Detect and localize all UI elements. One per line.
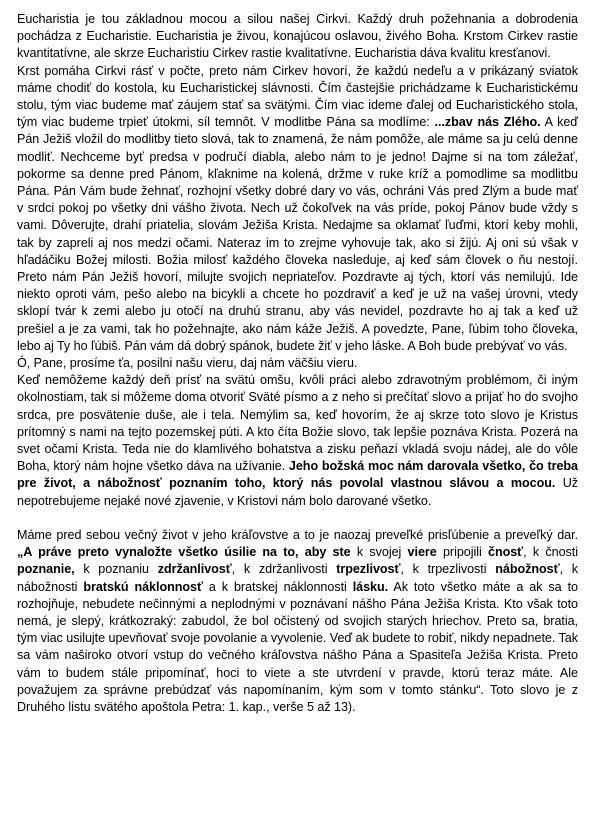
text-run: k poznaniu bbox=[74, 562, 158, 577]
bold-word: čnosť bbox=[487, 545, 524, 560]
text-run: , k nábožnosti bbox=[17, 562, 578, 594]
text-run: Keď nemôžeme každý deň prísť na svätú omšu, kvôli práci alebo zdravotným problémom, či iným okolnostiam, tak si môžeme doma otvoriť Sväté písmo a z neho si prečítať slovo a prijať ho do svojho srdca, pre posvätenie duše, ale i tela. Nemýlim sa, keď hovorím, že aj skrze toto slovo je Kristus prítomný s nami na tejto pozemskej púti. A kto číta Božie slovo, tak lepšie poznáva Krista. Pozerá na svet očami Krista. Teda nie do klamlivého bohatstva a zisku peňazí vkladá svoju nádej, ale do vôle Boha, ktorý nám hojne všetko dáva na užívanie. bbox=[17, 373, 578, 474]
text-run: A keď Pán Ježiš vložil do modlitby tieto slová, tak to znamená, že nám pomôže, ale máme sa ju celú denne modliť. Nechceme byť predsa v područí diabla, alebo nám to je jedno! Dajme si na tom záležať, pokorme sa denne pred Pánom, kľaknime na kolená, držme v ruke kríž a pomodlime sa modlitbu Pána. Pán Vám bude žehnať, rozhojní všetky dobré dary vo vás, ochráni Vás pred Zlým a bude mať v srdci pokoj po všetky dni vášho života. Nech už čokoľvek na vás príde, pokoj Pánov bude vždy s vami. Dôverujte, drahí priatelia, slovám Ježiša Krista. Nedajme sa oklamať ľuďmi, ktorí keby mohli, tak by zapreli aj nos medzi očami. Nateraz im to zrejme vyhovuje tak, ako si žijú. Aj oni sú však v hľadáčiku Božej milosti. Božia milosť každého človeka nasleduje, aj keď sám človek o ňu nestojí. Preto nám Pán Ježiš hovorí, milujte svojich nepriateľov. Pozdravte aj tých, ktorí vás nemilujú. Ide niekto oproti vám, pešo alebo na bicykli a chcete ho pozdraviť a keď je už na vašej úrovni, vtedy sklopí tvár k zemi alebo ju otočí na druhú stranu, aby vás nevidel, pozdravte ho aj tak a keď už prešiel a je za vami, tak ho požehnajte, ako nám káže Ježiš. A povedzte, Pane, ľúbim toho človeka, lebo aj Ty ho ľúbiš. Pán vám dá dobrý spánok, budete žiť v jeho láske. A Boh bude prebývať vo vás. bbox=[17, 115, 578, 353]
text-run: Ó, Pane, prosíme ťa, posilni našu vieru, daj nám väčšiu vieru. bbox=[17, 356, 358, 371]
bold-word: viere bbox=[407, 545, 437, 560]
paragraph-krst bbox=[17, 63, 578, 355]
bold-word: bratskú náklonnosť bbox=[83, 579, 203, 594]
text-run: Krst pomáha Cirkvi rásť v počte, preto nám Cirkev hovorí, že každú nedeľu a v prikázaný sviatok máme chodiť do kostola, ku Eucharistickej slávnosti. Čím častejšie prichádzame k Eucharistickému stolu, tým viac budeme mať záujem stať sa svätými. Čím viac ideme ďalej od Eucharistického stola, tým viac budeme trpieť útokmi, síl temnôt. V modlitbe Pána sa modlíme: bbox=[17, 63, 578, 130]
text-run: a k bratskej náklonnosti bbox=[202, 579, 353, 594]
paragraph-svata-omsa bbox=[17, 372, 578, 510]
paragraph-prayer bbox=[17, 355, 578, 372]
text-run: Máme pred sebou večný život v jeho kráľovstve a to je naozaj preveľké prisľúbenie a preveľký dar. bbox=[17, 527, 578, 542]
bold-word: lásku. bbox=[352, 579, 389, 594]
text-run: Ak toto všetko máte a ak sa to rozhojňuje, nebudete nečinnými a neplodnými v poznávaní nášho Pána Ježiša Krista. Kto však toto nemá, je slepý, krátkozraký: zabudol, že bol očistený od svojich starých hriechov. Preto sa, bratia, tým viac usilujte upevňovať svoje povolanie a vyvolenie. Veď ak budete to robiť, nikdy nepadnete. Tak sa vám naširoko otvorí vstup do večného kráľovstva nášho Pána a Spasiteľa Ježiša Krista. Preto vám to budem stále pripomínať, hoci to viete a ste utvrdení v pravde, ktorú teraz máte. Ale považujem za správne prebúdzať vás napomínaním, kým som v tomto stánku“. Toto slovo je z Druhého listu svätého apoštola Petra: 1. kap., verše 5 až 13). bbox=[17, 579, 578, 714]
bold-word: trpezlivosť bbox=[336, 562, 401, 577]
text-run: pripojili bbox=[436, 545, 488, 560]
text-run: Už nepotrebujeme nejaké nové zjavenie, v Kristovi nám bolo darované všetko. bbox=[17, 476, 578, 508]
text-run: k svojej bbox=[350, 545, 408, 560]
text-run: , k trpezlivosti bbox=[400, 562, 496, 577]
paragraph-vecny-zivot bbox=[17, 527, 578, 716]
bold-word: zdržanlivosť bbox=[157, 562, 232, 577]
text-run: Eucharistia je tou základnou mocou a silou našej Cirkvi. Každý druh požehnania a dobrodenia pochádza z Eucharistie. Eucharistia je živou, konajúcou oslavou, živého Boha. Krstom Cirkev rastie kvantitatívne, ale skrze Eucharistiu Cirkev rastie kvalitatívne. Eucharistia dáva kvalitu kresťanovi. bbox=[17, 12, 578, 61]
paragraph-eucharistia bbox=[17, 11, 578, 63]
bold-word: poznanie, bbox=[17, 562, 75, 577]
bold-phrase: „A práve preto vynaložte všetko úsilie na to, aby ste bbox=[17, 545, 351, 560]
text-run: , k zdržanlivosti bbox=[231, 562, 337, 577]
bold-phrase: Jeho božská moc nám darovala všetko, čo treba pre život, a nábožnosť poznaním toho, ktorý nás povolal vlastnou slávou a mocou. bbox=[17, 459, 578, 491]
bold-phrase: ...zbav nás Zlého. bbox=[434, 115, 541, 130]
bold-word: nábožnosť bbox=[495, 562, 560, 577]
text-run: , k čnosti bbox=[523, 545, 578, 560]
